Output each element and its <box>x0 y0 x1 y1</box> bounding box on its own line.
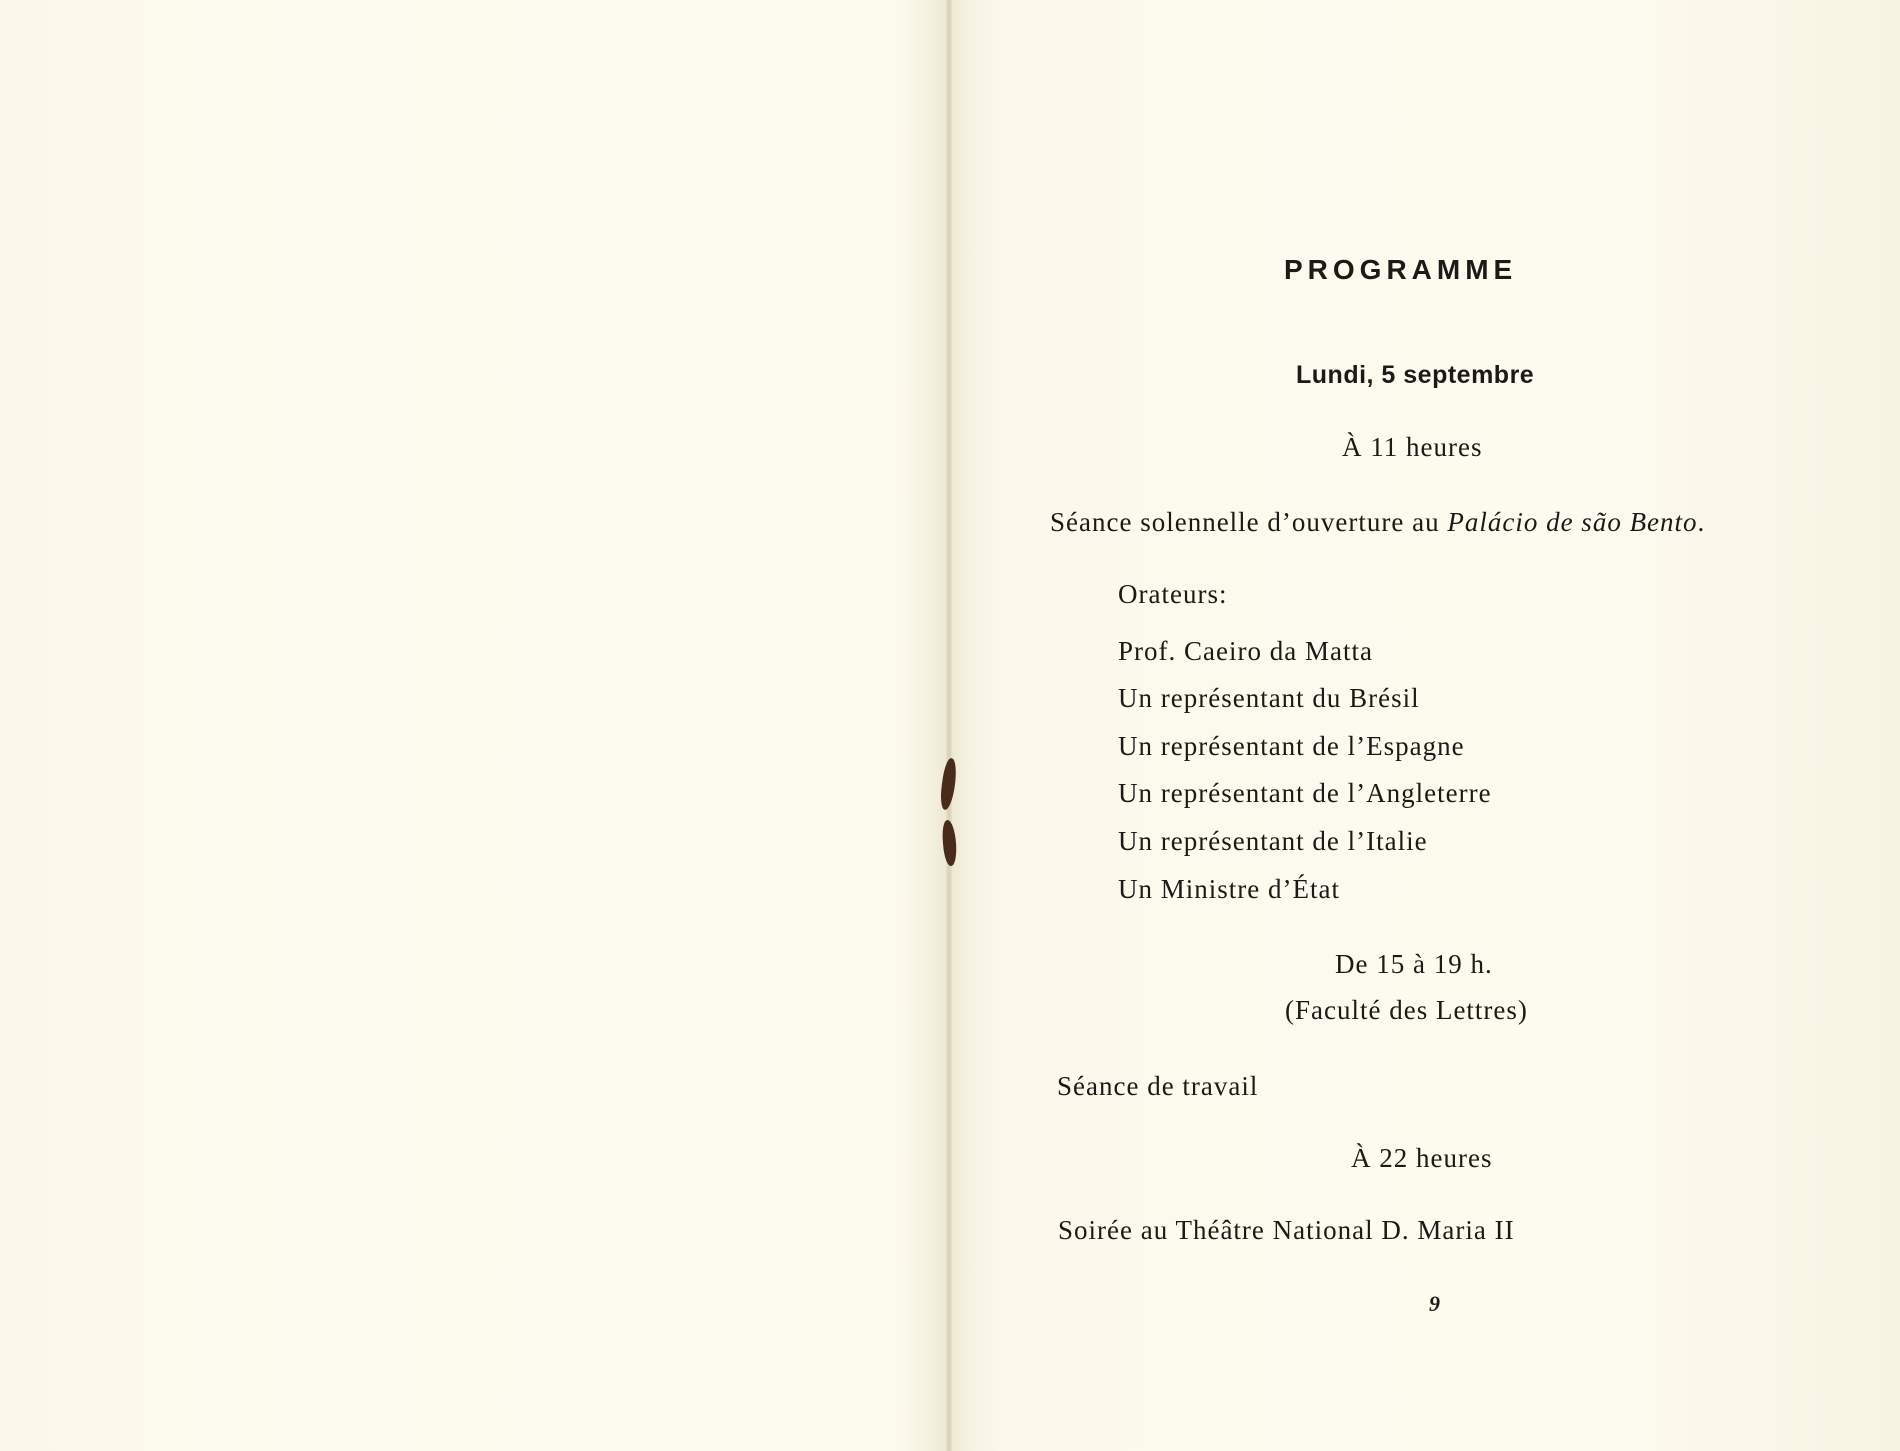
time-heading: De 15 à 19 h. <box>1335 949 1493 979</box>
speaker-item: Un représentant du Brésil <box>1118 683 1420 713</box>
speaker-item: Un représentant de l’Italie <box>1118 826 1428 856</box>
opening-session-line <box>1050 509 1705 536</box>
speaker-item: Un représentant de l’Angleterre <box>1118 778 1492 808</box>
speaker-item: Un représentant de l’Espagne <box>1118 731 1465 761</box>
location-note: (Faculté des Lettres) <box>1285 995 1528 1025</box>
speaker-item: Prof. Caeiro da Matta <box>1118 636 1373 666</box>
time-heading: À 11 heures <box>1342 432 1483 462</box>
right-page <box>952 0 1900 1451</box>
evening-event-line: Soirée au Théâtre National D. Maria II <box>1058 1215 1515 1245</box>
opening-session-text: Séance solennelle d’ouverture au <box>1050 507 1448 537</box>
opening-session-end: . <box>1697 507 1706 537</box>
speaker-item: Un Ministre d’État <box>1118 874 1340 904</box>
programme-title: PROGRAMME <box>1284 254 1518 285</box>
page-number: 9 <box>1429 1291 1441 1316</box>
time-heading: À 22 heures <box>1351 1143 1493 1173</box>
day-heading: Lundi, 5 septembre <box>1296 361 1535 389</box>
opening-session-place: Palácio de são Bento <box>1447 507 1698 537</box>
speakers-heading: Orateurs: <box>1118 579 1228 609</box>
left-page-blank <box>0 0 948 1451</box>
work-session-line: Séance de travail <box>1057 1071 1259 1101</box>
